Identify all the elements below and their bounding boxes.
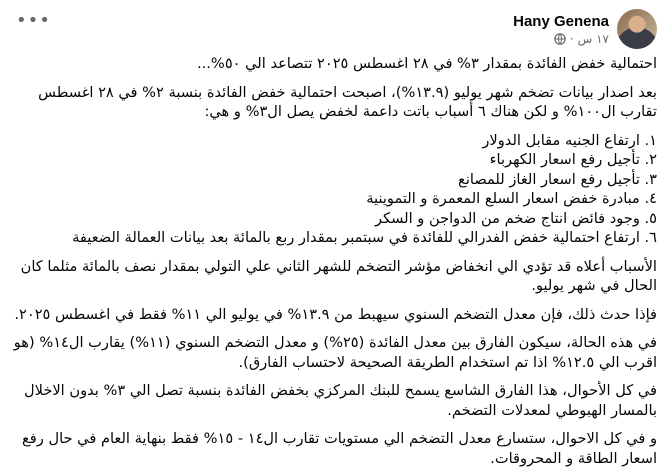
reasons-list bbox=[12, 131, 657, 248]
post-subline bbox=[513, 32, 609, 46]
author-name[interactable]: Hany Genena bbox=[513, 12, 609, 30]
post-paragraph-intro: بعد اصدار بيانات تضخم شهر يوليو (١٣.٩%)، اصبحت احتمالية خفض الفائدة بنسبة ٢% في ٢٨ اغسطس تقارب ال١٠٠% و لكن هناك ٦ أسباب باتت داعمة لخفض يصل ال٣% و هي: bbox=[38, 83, 657, 120]
list-item: ٣. تأجيل رفع اسعار الغاز للمصانع bbox=[458, 170, 657, 188]
post-header bbox=[12, 6, 657, 52]
avatar[interactable] bbox=[617, 9, 657, 49]
post-paragraph: فإذا حدث ذلك، فإن معدل التضخم السنوي سيهبط من ١٣.٩% في يوليو الي ١١% فقط في اغسطس ٢٠٢٥. bbox=[14, 305, 657, 323]
post-paragraph: و في كل الاحوال، ستسارع معدل التضخم الي مستويات تقارب ال١٤ - ١٥% فقط بنهاية العام في حال رفع اسعار الطاقة و المحروقات. bbox=[22, 430, 657, 467]
post-paragraph: في كل الأحوال، هذا الفارق الشاسع يسمح للبنك المركزي بخفض الفائدة بنسبة تصل الي ٣% بدون الاخلال بالمسار الهبوطي لمعدلات التضخم. bbox=[24, 382, 657, 419]
list-item: ٦. ارتفاع احتمالية خفض الفدرالي للفائدة في سبتمبر بمقدار ربع بالمائة بعد بيانات العمالة الضعيفة bbox=[72, 229, 657, 246]
post-meta bbox=[513, 13, 609, 46]
list-item: ١. ارتفاع الجنيه مقابل الدولار bbox=[482, 131, 657, 149]
post-body bbox=[12, 54, 657, 468]
more-options-icon[interactable]: ••• bbox=[16, 10, 51, 31]
list-item: ٢. تأجيل رفع اسعار الكهرباء bbox=[489, 151, 657, 168]
list-item: ٤. مبادرة خفض اسعار السلع المعمرة و التموينية bbox=[366, 190, 657, 207]
separator-dot: · bbox=[569, 31, 574, 46]
post-time[interactable]: ١٧ س bbox=[577, 31, 609, 46]
globe-icon bbox=[554, 33, 566, 45]
list-item: ٥. وجود فائض انتاج ضخم من الدواجن و السكر bbox=[375, 209, 657, 227]
post-paragraph: الأسباب أعلاه قد تؤدي الي انخفاض مؤشر التضخم للشهر الثاني علي التولي بمقدار نصف بالمائة مثلما كان الحال في شهر يوليو. bbox=[20, 257, 657, 294]
post-paragraph: في هذه الحالة، سيكون الفارق بين معدل الفائدة (٢٥%) و معدل التضخم السنوي (١١%) يقارب ال١٤% (هو اقرب الي ١٢.٥% اذا تم استخدام الطريقة الصحيحة لاحتساب الفارق). bbox=[13, 334, 657, 371]
post-paragraph-headline: احتمالية خفض الفائدة بمقدار ٣% في ٢٨ اغسطس ٢٠٢٥ تتصاعد الي ٥٠%... bbox=[197, 55, 657, 72]
